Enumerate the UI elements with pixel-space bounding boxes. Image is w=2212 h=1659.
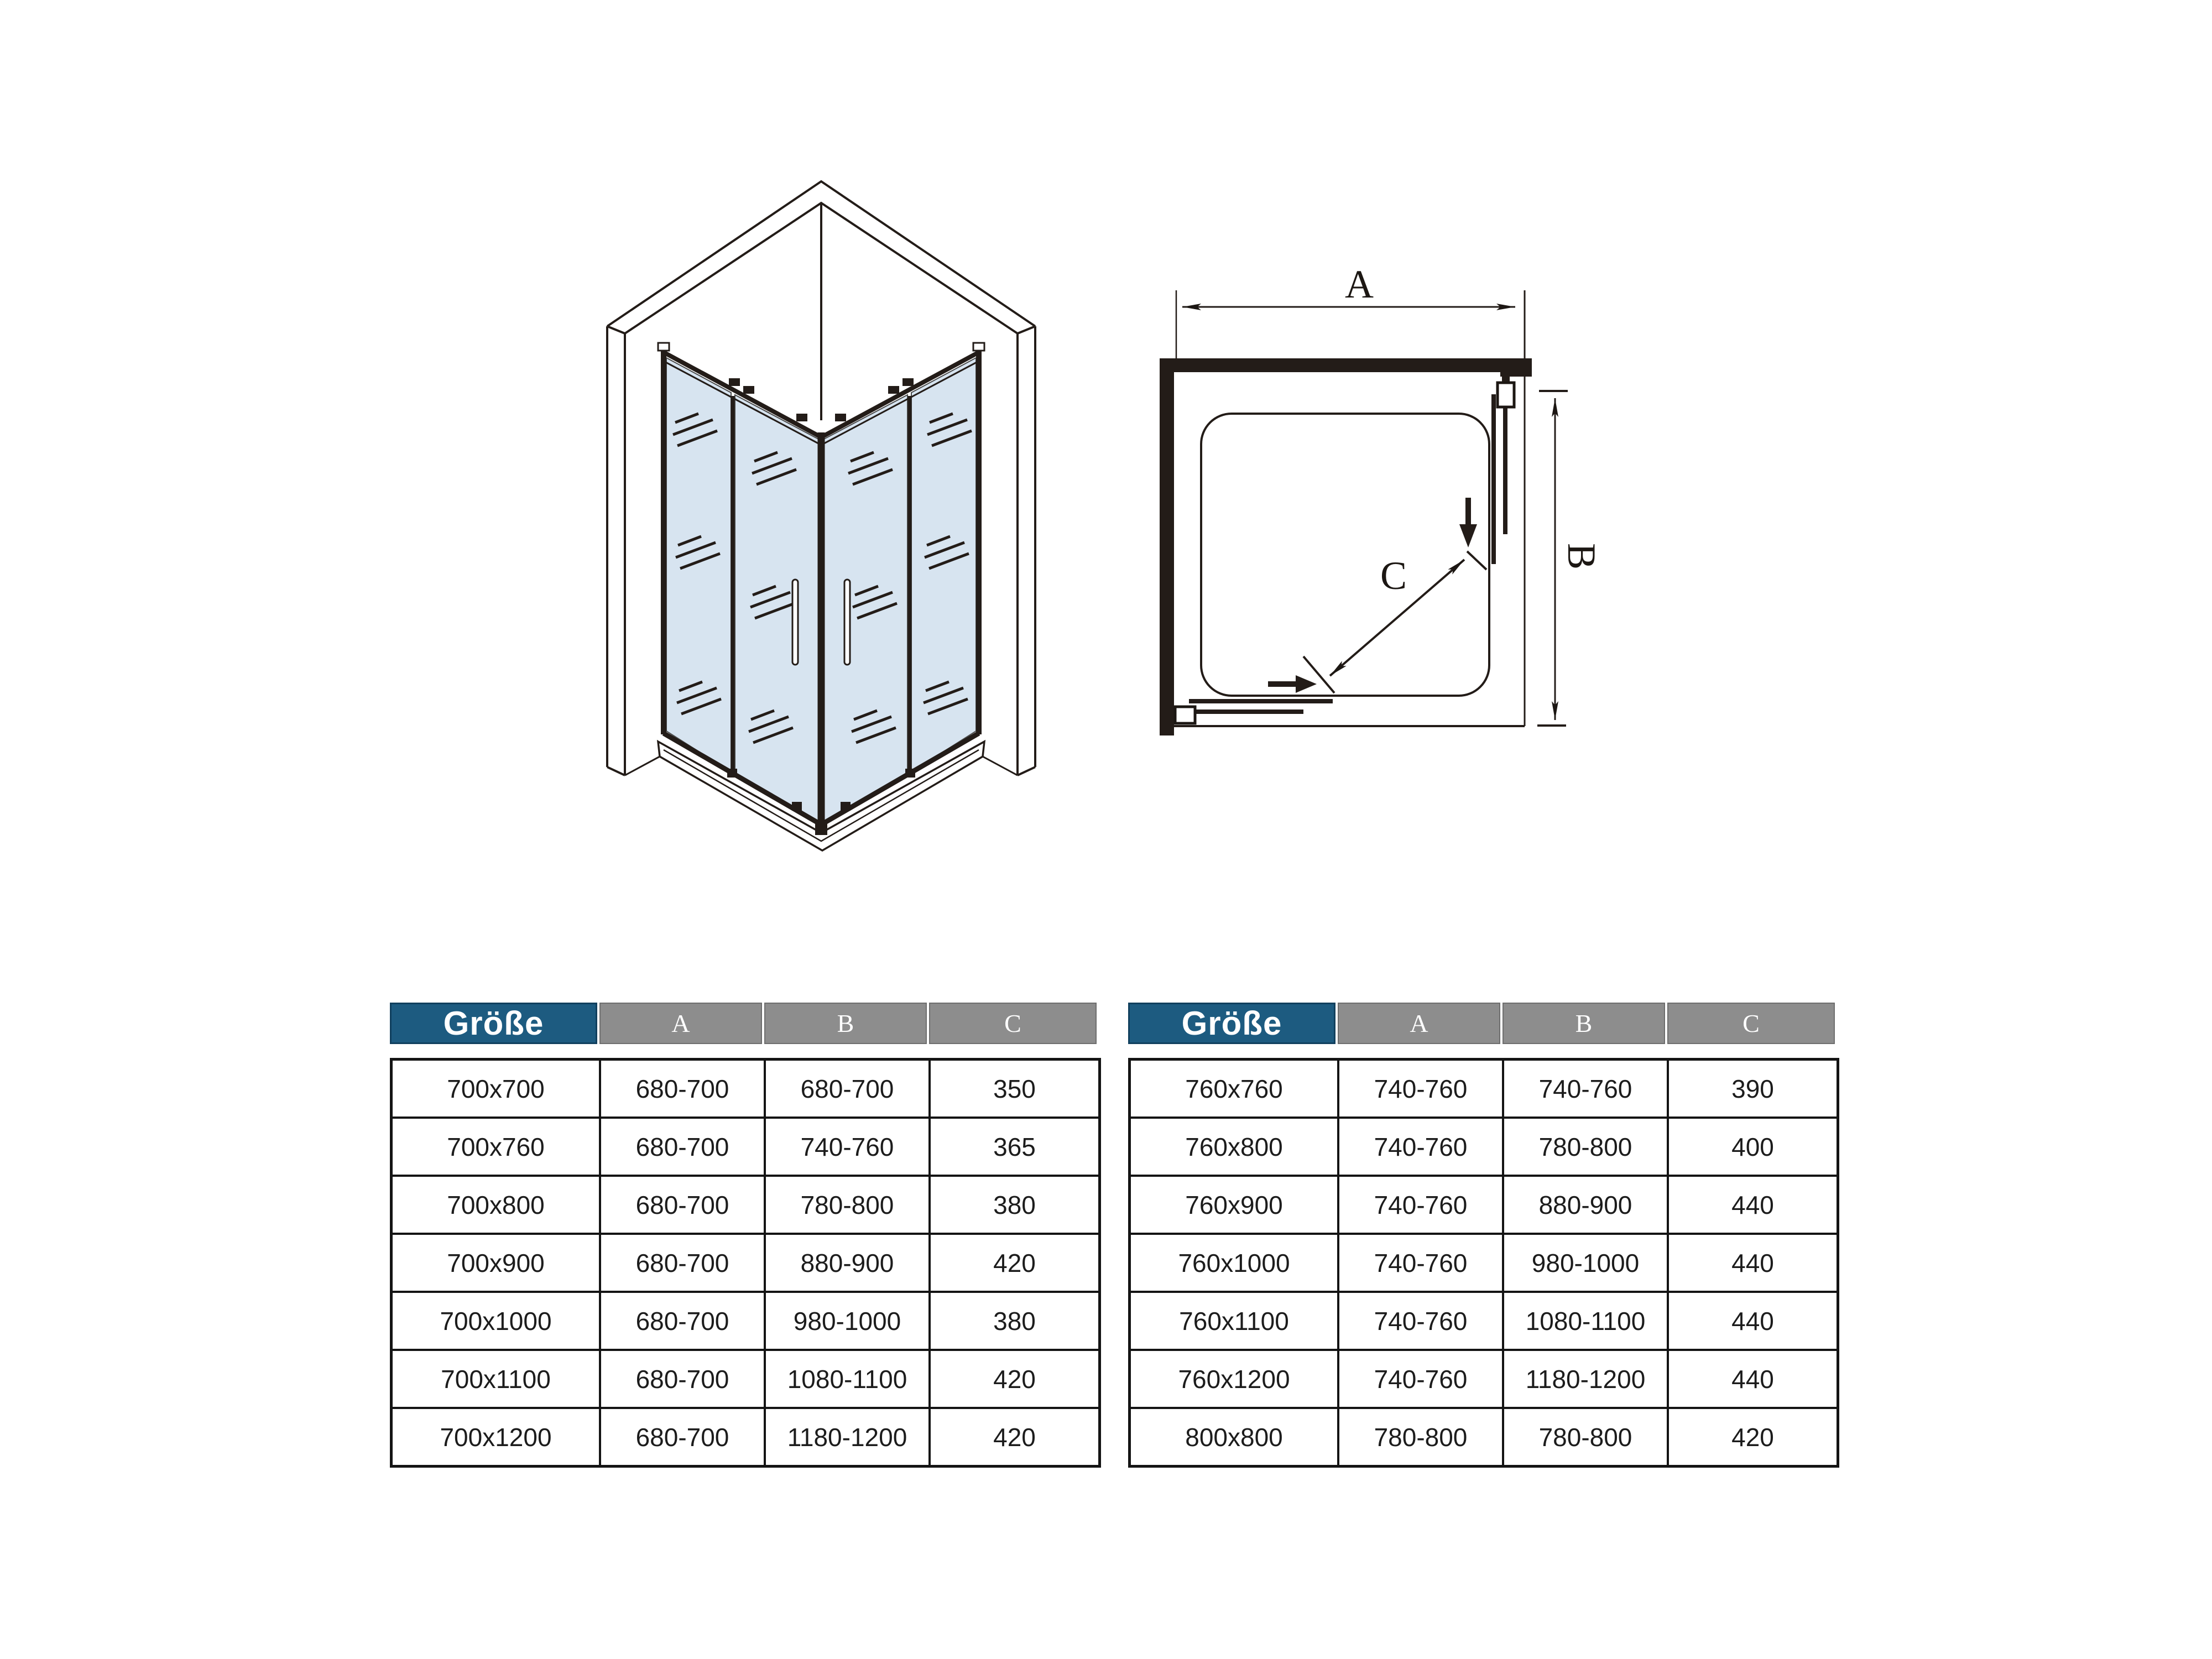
table-body (390, 1058, 1101, 1468)
table-cell: 700x700 (393, 1061, 599, 1117)
slide-down-arrow-icon (1459, 498, 1477, 547)
header-col-a: A (1338, 1003, 1500, 1044)
table-cell: 780-800 (1339, 1409, 1502, 1465)
table-cell: 700x900 (393, 1235, 599, 1291)
header-col-c: C (929, 1003, 1097, 1044)
dimension-c-label: C (1380, 554, 1407, 598)
table-cell: 740-760 (1339, 1293, 1502, 1349)
table-header (1128, 1003, 1839, 1044)
header-size: Größe (390, 1003, 597, 1044)
glass-panel (666, 358, 731, 772)
table-cell: 1180-1200 (1504, 1351, 1667, 1407)
table-body (1128, 1058, 1839, 1468)
table-cell: 700x1000 (393, 1293, 599, 1349)
slide-right-arrow-icon (1268, 675, 1317, 693)
table-cell: 680-700 (601, 1409, 764, 1465)
table-cell: 440 (1669, 1235, 1837, 1291)
table-cell: 700x1100 (393, 1351, 599, 1407)
dimension-a-label: A (1345, 265, 1374, 306)
table-cell: 980-1000 (1504, 1235, 1667, 1291)
table-cell: 440 (1669, 1177, 1837, 1233)
dimension-b (1537, 391, 1604, 726)
table-cell: 680-700 (601, 1061, 764, 1117)
plan-walls (1160, 358, 1532, 735)
table-cell: 880-900 (1504, 1177, 1667, 1233)
table-cell: 1180-1200 (766, 1409, 928, 1465)
table-cell: 980-1000 (766, 1293, 928, 1349)
shower-3d-diagram (581, 166, 1078, 885)
table-cell: 680-700 (601, 1235, 764, 1291)
table-cell: 760x760 (1131, 1061, 1337, 1117)
table-cell: 760x1200 (1131, 1351, 1337, 1407)
door-bracket (1175, 707, 1195, 723)
glass-panel (735, 395, 818, 822)
glass-panel (824, 395, 907, 822)
table-cell: 380 (931, 1177, 1098, 1233)
table-cell: 780-800 (1504, 1409, 1667, 1465)
table-cell: 350 (931, 1061, 1098, 1117)
table-cell: 700x760 (393, 1119, 599, 1175)
table-cell: 420 (931, 1351, 1098, 1407)
table-cell: 780-800 (766, 1177, 928, 1233)
table-cell: 760x800 (1131, 1119, 1337, 1175)
header-col-a: A (599, 1003, 762, 1044)
table-cell: 800x800 (1131, 1409, 1337, 1465)
table-cell: 420 (931, 1235, 1098, 1291)
header-col-b: B (764, 1003, 927, 1044)
table-cell: 760x1100 (1131, 1293, 1337, 1349)
header-size: Größe (1128, 1003, 1335, 1044)
dimension-c (1268, 498, 1486, 693)
plan-view-diagram (1134, 265, 1687, 791)
table-cell: 440 (1669, 1293, 1837, 1349)
table-cell: 740-760 (1504, 1061, 1667, 1117)
table-cell: 390 (1669, 1061, 1837, 1117)
header-col-b: B (1503, 1003, 1665, 1044)
header-col-c: C (1667, 1003, 1835, 1044)
shower-tray-outline (1201, 414, 1489, 696)
table-cell: 740-760 (1339, 1177, 1502, 1233)
enclosure-outline (1174, 290, 1525, 726)
plan-door-lines (1175, 377, 1514, 723)
table-cell: 760x900 (1131, 1177, 1337, 1233)
size-table-700 (390, 1003, 1101, 1468)
table-cell: 680-700 (601, 1293, 764, 1349)
table-cell: 1080-1100 (1504, 1293, 1667, 1349)
table-header (390, 1003, 1101, 1044)
table-cell: 420 (1669, 1409, 1837, 1465)
table-cell: 780-800 (1504, 1119, 1667, 1175)
table-cell: 740-760 (766, 1119, 928, 1175)
table-cell: 740-760 (1339, 1119, 1502, 1175)
table-cell: 680-700 (766, 1061, 928, 1117)
table-cell: 700x1200 (393, 1409, 599, 1465)
door-bracket (1498, 383, 1514, 407)
table-cell: 680-700 (601, 1119, 764, 1175)
dimension-b-label: B (1559, 542, 1604, 570)
table-cell: 680-700 (601, 1177, 764, 1233)
dimension-a (1176, 265, 1515, 358)
table-cell: 1080-1100 (766, 1351, 928, 1407)
table-cell: 440 (1669, 1351, 1837, 1407)
handle-icon (844, 580, 850, 665)
table-cell: 740-760 (1339, 1061, 1502, 1117)
table-cell: 380 (931, 1293, 1098, 1349)
table-cell: 740-760 (1339, 1235, 1502, 1291)
table-cell: 365 (931, 1119, 1098, 1175)
table-cell: 400 (1669, 1119, 1837, 1175)
table-cell: 700x800 (393, 1177, 599, 1233)
table-cell: 680-700 (601, 1351, 764, 1407)
table-cell: 760x1000 (1131, 1235, 1337, 1291)
size-table-760 (1128, 1003, 1839, 1468)
handle-icon (792, 580, 798, 665)
table-cell: 420 (931, 1409, 1098, 1465)
table-cell: 880-900 (766, 1235, 928, 1291)
table-cell: 740-760 (1339, 1351, 1502, 1407)
